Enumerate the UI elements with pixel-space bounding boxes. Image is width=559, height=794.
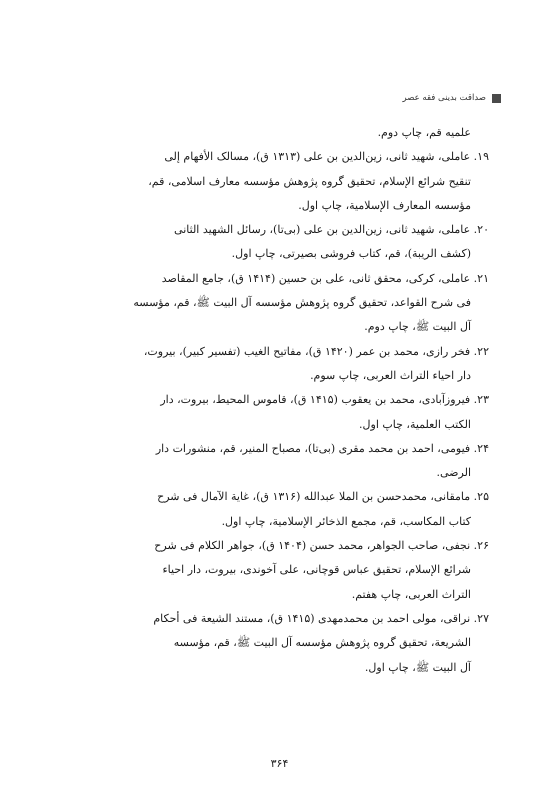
text-line: آل البیت ﷺ، چاپ اول. [364,660,471,674]
text-line: آل البیت ﷺ، چاپ دوم. [364,320,471,334]
text-line: علمیه قم، چاپ دوم. [377,126,471,139]
header-title: صداقت بدینی فقه عصر [402,93,486,103]
text-line: ۲۵. مامقانی، محمدحسن بن الملا عبدالله (۱۳۱۶ ق)، غایة الآمال فی شرح [157,490,489,504]
text-line: ۲۱. عاملی، کرکی، محقق ثانی، علی بن حسین (۱۴۱۴ ق)، جامع المقاصد [161,271,489,285]
text-line: کتاب المکاسب، قم، مجمع الذخائر الإسلامیة، چاپ اول. [221,514,471,528]
text-line: شرائع الإسلام، تحقیق عباس قوچانی، علی آخوندی، بیروت، دار احیاء [162,563,471,577]
square-marker-icon [492,94,501,103]
text-line: ۲۳. فیروزآبادی، محمد بن یعقوب (۱۴۱۵ ق)، قاموس المحیط، بیروت، دار [160,393,489,407]
page-number: ۳۶۴ [270,757,289,770]
text-line: ۱۹. عاملی، شهید ثانی، زین‌الدین بن علی (۱۳۱۳ ق)، مسالک الأفهام إلی [164,150,489,164]
text-line: ۲۲. فخر رازی، محمد بن عمر (۱۴۲۰ ق)، مفاتیح الغیب (تفسیر کبیر)، بیروت، [143,344,489,358]
text-line: دار احیاء التراث العربی، چاپ سوم. [310,368,471,382]
running-header [403,93,501,103]
text-line: الرضی. [436,466,471,480]
text-line: الشریعة، تحقیق گروه پژوهش مؤسسه آل البیت ﷺ، قم، مؤسسه [173,636,471,650]
text-line: (کشف الریبة)، قم، کتاب فروشی بصیرتی، چاپ اول. [231,247,471,261]
text-line: فی شرح القواعد، تحقیق گروه پژوهش مؤسسه آل البیت ﷺ، قم، مؤسسه [133,296,471,310]
text-line: ۲۶. نجفی، صاحب الجواهر، محمد حسن (۱۴۰۴ ق)، جواهر الکلام فی شرح [154,539,489,553]
text-line: التراث العربی، چاپ هفتم. [351,587,471,601]
text-line: ۲۴. فیومی، احمد بن محمد مقری (بی‌تا)، مصباح المنیر، قم، منشورات دار [155,441,489,455]
text-line: ۲۰. عاملی، شهید ثانی، زین‌الدین بن علی (بی‌تا)، رسائل الشهید الثانی [174,223,489,237]
text-line: ۲۷. نراقی، مولی احمد بن محمدمهدی (۱۴۱۵ ق)، مستند الشیعة فی أحکام [153,611,489,625]
text-line: مؤسسه المعارف الإسلامیة، چاپ اول. [298,198,471,212]
text-line: تنقیح شرائع الإسلام، تحقیق گروه پژوهش مؤسسه معارف اسلامی، قم، [148,174,471,188]
bibliography-list [55,121,489,680]
text-line: الکتب العلمیة، چاپ اول. [359,417,471,431]
